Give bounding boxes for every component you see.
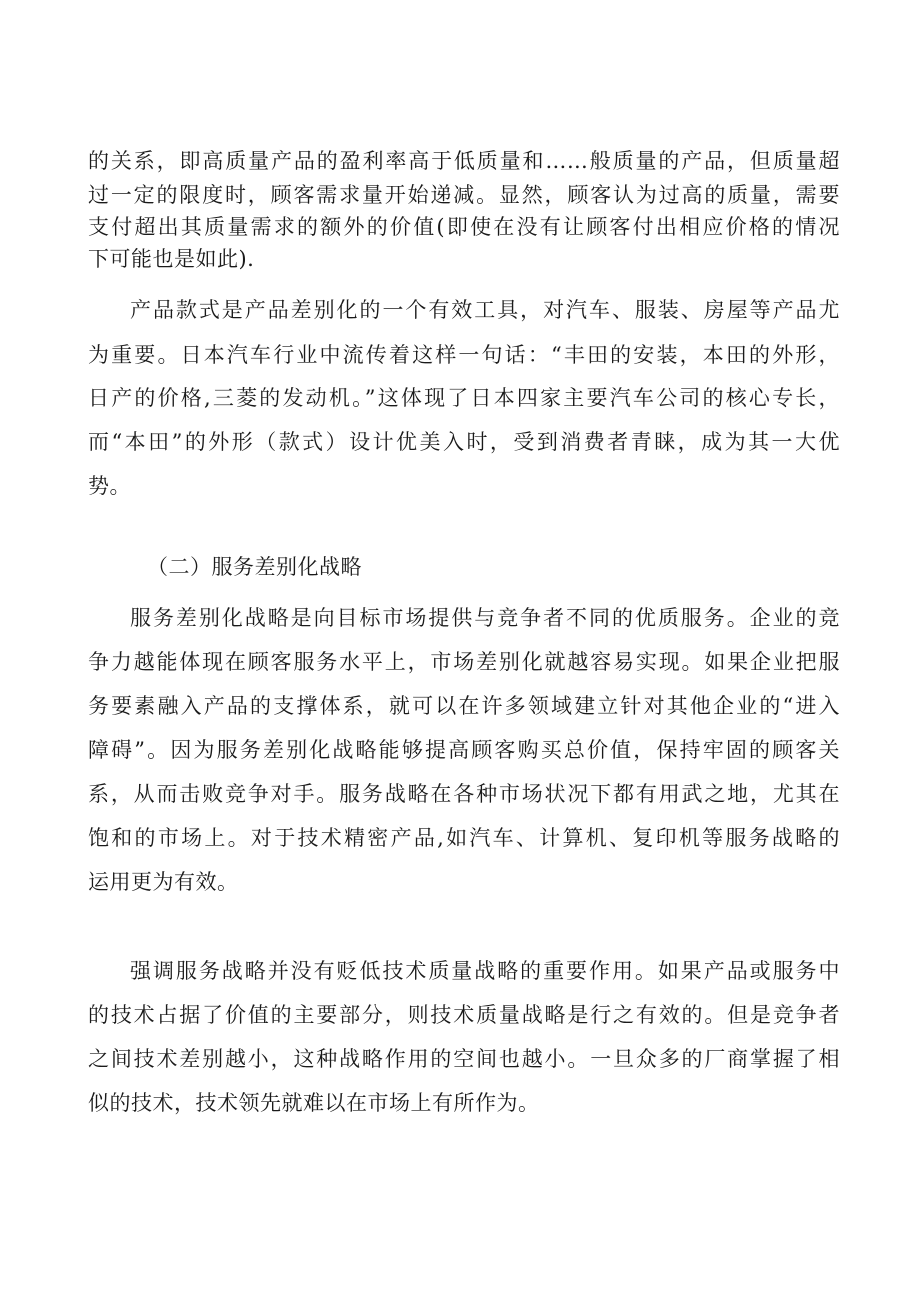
para3-line-7: 运用更为有效。 <box>88 870 239 894</box>
para4-line-4: 似的技术，技术领先就难以在市场上有所作为。 <box>88 1091 540 1115</box>
para3-line-3: 务要素融入产品的支撑体系，就可以在许多领域建立针对其他企业的“进入 <box>88 694 840 718</box>
para3-line-5: 系，从而击败竞争对手。服务战略在各种市场状况下都有用武之地，尤其在 <box>88 782 840 806</box>
para1-line-4: 下可能也是如此)． <box>88 247 269 271</box>
para1-line-3: 支付超出其质量需求的额外的价值(即使在没有让顾客付出相应价格的情况 <box>88 215 840 239</box>
para3-line-1: 服务差别化战略是向目标市场提供与竞争者不同的优质服务。企业的竞 <box>130 606 840 630</box>
para2-line-1: 产品款式是产品差别化的一个有效工具，对汽车、服装、房屋等产品尤 <box>130 298 840 322</box>
para4-line-3: 之间技术差别越小，这种战略作用的空间也越小。一旦众多的厂商掌握了相 <box>88 1047 840 1071</box>
para3-line-6: 饱和的市场上。对于技术精密产品,如汽车、计算机、复印机等服务战略的 <box>88 826 840 850</box>
para3-line-4: 障碍”。因为服务差别化战略能够提高顾客购买总价值，保持牢固的顾客关 <box>88 738 840 762</box>
para2-line-3: 日产的价格,三菱的发动机。”这体现了日本四家主要汽车公司的核心专长， <box>88 386 840 410</box>
para1-line-2: 过一定的限度时，顾客需求量开始递减。显然，顾客认为过高的质量，需要 <box>88 183 840 207</box>
para2-line-4: 而“本田”的外形（款式）设计优美入时，受到消费者青睐，成为其一大优 <box>88 430 840 454</box>
para1-line-1: 的关系，即高质量产品的盈利率高于低质量和……般质量的产品，但质量超 <box>88 149 840 173</box>
section-heading: （二）服务差别化战略 <box>147 555 362 579</box>
para2-line-2: 为重要。日本汽车行业中流传着这样一句话：“丰田的安装，本田的外形， <box>88 343 840 367</box>
para4-line-1: 强调服务战略并没有贬低技术质量战略的重要作用。如果产品或服务中 <box>130 959 840 983</box>
para2-line-5: 势。 <box>88 474 131 498</box>
para3-line-2: 争力越能体现在顾客服务水平上，市场差别化就越容易实现。如果企业把服 <box>88 650 840 674</box>
para4-line-2: 的技术占据了价值的主要部分，则技术质量战略是行之有效的。但是竞争者 <box>88 1003 840 1027</box>
